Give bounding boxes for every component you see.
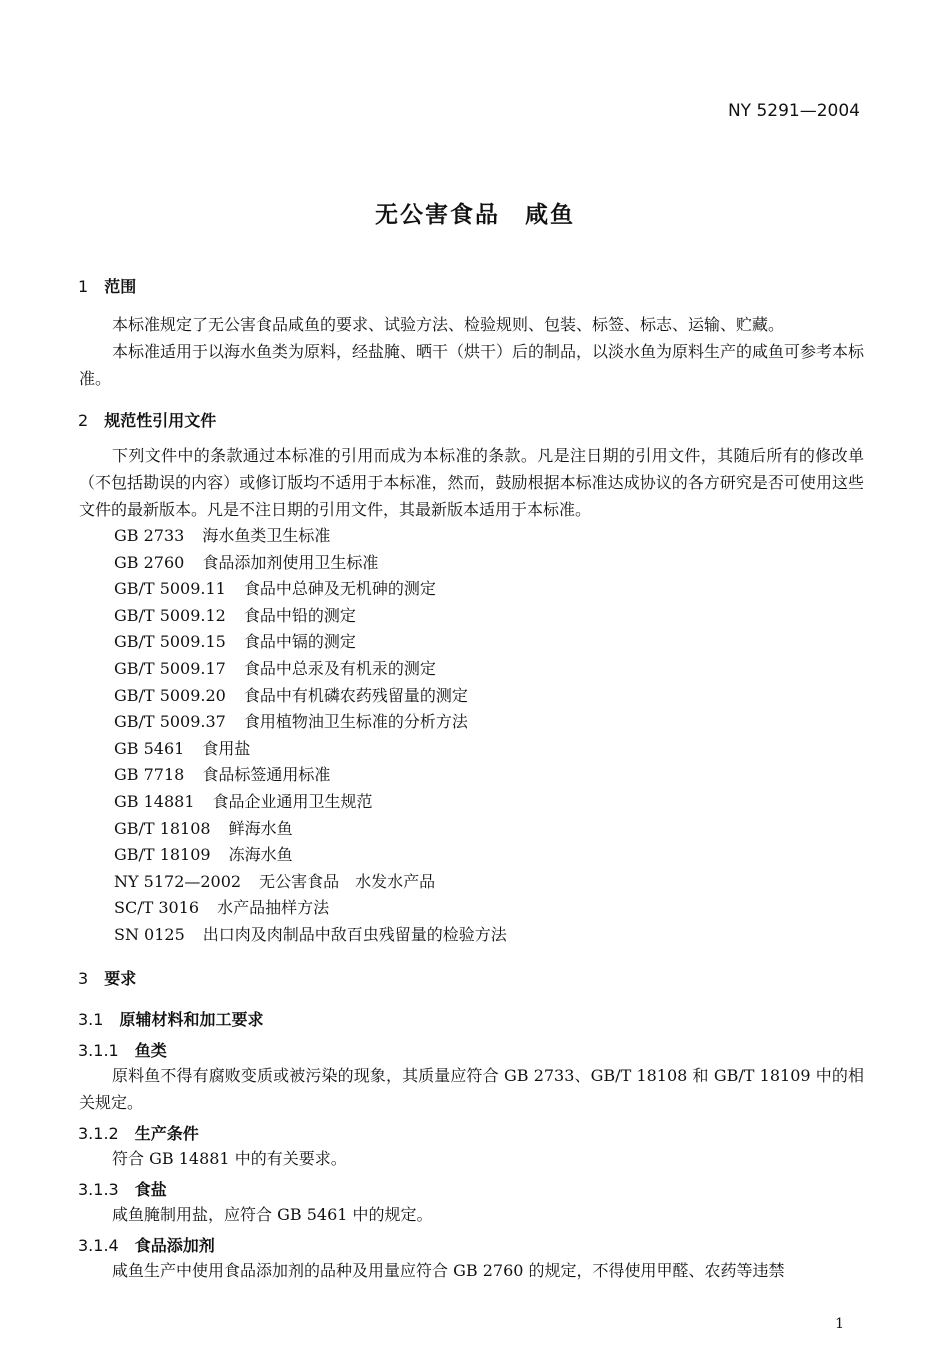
reference-name: 水产品抽样方法 [217, 898, 330, 917]
scope-paragraph-2: 本标准适用于以海水鱼类为原料，经盐腌、晒干（烘干）后的制品，以淡水鱼为原料生产的咸鱼可参考本标准。 [79, 342, 865, 388]
reference-name: 食用植物油卫生标准的分析方法 [243, 712, 468, 731]
section-number: 1 [78, 277, 89, 296]
section-3-1-2-heading [78, 1121, 199, 1144]
reference-item [114, 789, 373, 815]
salt-requirement-paragraph: 咸鱼腌制用盐，应符合 GB 5461 中的规定。 [112, 1205, 433, 1224]
reference-code: GB/T 18108 [114, 819, 211, 838]
section-number: 3.1.4 [78, 1236, 119, 1255]
reference-name: 食品中铅的测定 [243, 606, 356, 625]
reference-code: GB 7718 [114, 765, 185, 784]
section-title: 要求 [104, 969, 137, 988]
document-title: 无公害食品 咸鱼 [375, 202, 575, 228]
reference-item [114, 603, 356, 629]
section-number: 2 [78, 411, 89, 430]
reference-name: 无公害食品 水发水产品 [259, 872, 436, 891]
page-number: 1 [835, 1316, 844, 1332]
reference-name: 食品添加剂使用卫生标准 [202, 553, 379, 572]
section-1-heading [78, 274, 136, 297]
section-title: 范围 [104, 277, 137, 296]
section-3-heading [78, 966, 136, 989]
section-2-heading [78, 408, 216, 431]
reference-code: SN 0125 [114, 925, 185, 944]
reference-name: 冻海水鱼 [228, 845, 293, 864]
reference-code: GB/T 5009.12 [114, 606, 226, 625]
reference-item [114, 816, 293, 842]
section-title: 食盐 [134, 1180, 167, 1199]
reference-item [114, 922, 507, 948]
section-3-1-4-heading [78, 1233, 215, 1256]
section-number: 3.1.1 [78, 1041, 119, 1060]
reference-code: GB 14881 [114, 792, 195, 811]
additives-requirement-paragraph: 咸鱼生产中使用食品添加剂的品种及用量应符合 GB 2760 的规定，不得使用甲醛、农药等违禁 [112, 1261, 785, 1280]
reference-item [114, 842, 293, 868]
reference-item [114, 683, 468, 709]
reference-code: SC/T 3016 [114, 898, 200, 917]
reference-code: GB/T 5009.20 [114, 686, 226, 705]
reference-code: GB/T 5009.37 [114, 712, 226, 731]
section-3-1-1-heading [78, 1038, 167, 1061]
fish-requirement-paragraph: 原料鱼不得有腐败变质或被污染的现象，其质量应符合 GB 2733、GB/T 18108 和 GB/T 18109 中的相关规定。 [79, 1066, 864, 1112]
production-requirement-paragraph: 符合 GB 14881 中的有关要求。 [112, 1149, 347, 1168]
section-number: 3.1.3 [78, 1180, 119, 1199]
reference-item [114, 550, 378, 576]
reference-item [114, 762, 330, 788]
reference-item [114, 709, 468, 735]
reference-code: GB/T 5009.17 [114, 659, 226, 678]
reference-item [114, 895, 329, 921]
reference-name: 食品中总砷及无机砷的测定 [243, 579, 436, 598]
reference-name: 食用盐 [202, 739, 251, 758]
section-number: 3.1 [78, 1010, 104, 1029]
reference-item [114, 523, 330, 549]
section-title: 食品添加剂 [134, 1236, 215, 1255]
section-3-1-3-heading [78, 1177, 167, 1200]
section-number: 3 [78, 969, 89, 988]
reference-name: 出口肉及肉制品中敌百虫残留量的检验方法 [202, 925, 507, 944]
scope-paragraph-1: 本标准规定了无公害食品咸鱼的要求、试验方法、检验规则、包装、标签、标志、运输、贮藏。 [112, 315, 785, 334]
reference-name: 海水鱼类卫生标准 [202, 526, 331, 545]
reference-name: 食品中有机磷农药残留量的测定 [243, 686, 468, 705]
reference-code: GB/T 5009.15 [114, 632, 226, 651]
reference-name: 鲜海水鱼 [228, 819, 293, 838]
reference-item [114, 869, 435, 895]
section-title: 规范性引用文件 [104, 411, 217, 430]
references-intro-paragraph: 下列文件中的条款通过本标准的引用而成为本标准的条款。凡是注日期的引用文件，其随后所有的修改单（不包括勘误的内容）或修订版均不适用于本标准，然而，鼓励根据本标准达成协议的各方研究是否可使用这些文件的最新版本。凡是不注日期的引用文件，其最新版本适用于本标准。 [79, 446, 864, 519]
reference-item [114, 629, 356, 655]
reference-name: 食品标签通用标准 [202, 765, 331, 784]
reference-code: GB/T 5009.11 [114, 579, 226, 598]
reference-code: GB 2733 [114, 526, 185, 545]
reference-item [114, 656, 436, 682]
section-title: 原辅材料和加工要求 [119, 1010, 264, 1029]
section-title: 生产条件 [134, 1124, 199, 1143]
reference-name: 食品中镉的测定 [243, 632, 356, 651]
standard-number: NY 5291—2004 [727, 101, 860, 121]
reference-code: GB/T 18109 [114, 845, 211, 864]
reference-code: GB 2760 [114, 553, 185, 572]
section-3-1-heading [78, 1007, 263, 1030]
reference-code: NY 5172—2002 [114, 872, 242, 891]
reference-code: GB 5461 [114, 739, 185, 758]
reference-item [114, 736, 250, 762]
section-number: 3.1.2 [78, 1124, 119, 1143]
section-title: 鱼类 [134, 1041, 167, 1060]
reference-name: 食品企业通用卫生规范 [212, 792, 373, 811]
reference-name: 食品中总汞及有机汞的测定 [243, 659, 436, 678]
reference-item [114, 576, 436, 602]
